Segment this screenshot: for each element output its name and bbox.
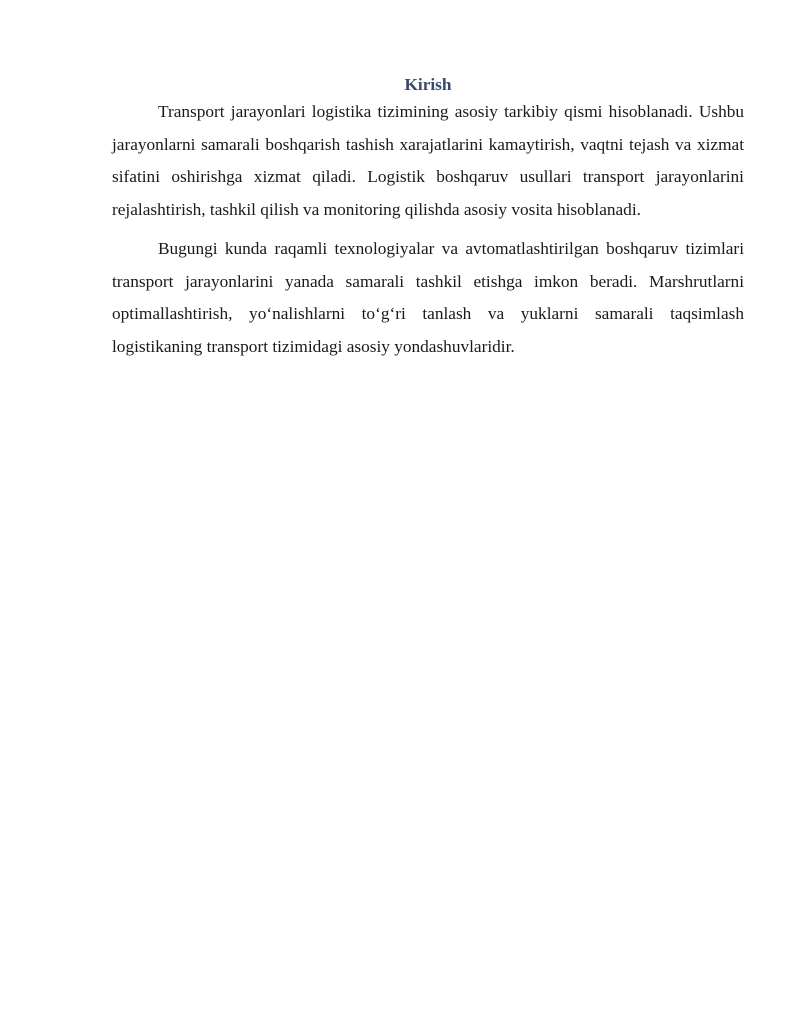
section-heading: Kirish <box>404 75 452 94</box>
document-body <box>112 74 744 363</box>
paragraph-2: Bugungi kunda raqamli texnologiyalar va avtomatlashtirilgan boshqaruv tizimlari transport jarayonlarini yanada samarali tashkil etishga imkon beradi. Marshrutlarni optimallashtirish, yo‘nalishlarni to‘g‘ri tanlash va yuklarni samarali taqsimlash logistikaning transport tizimidagi asosiy yondashuvlaridir. <box>112 239 744 356</box>
paragraph-1: Transport jarayonlari logistika tizimining asosiy tarkibiy qismi hisoblanadi. Ushbu jarayonlarni samarali boshqarish tashish xarajatlarini kamaytirish, vaqtni tejash va xizmat sifatini oshirishga xizmat qiladi. Logistik boshqaruv usullari transport jarayonlarini rejalashtirish, tashkil qilish va monitoring qilishda asosiy vosita hisoblanadi. <box>112 102 744 219</box>
